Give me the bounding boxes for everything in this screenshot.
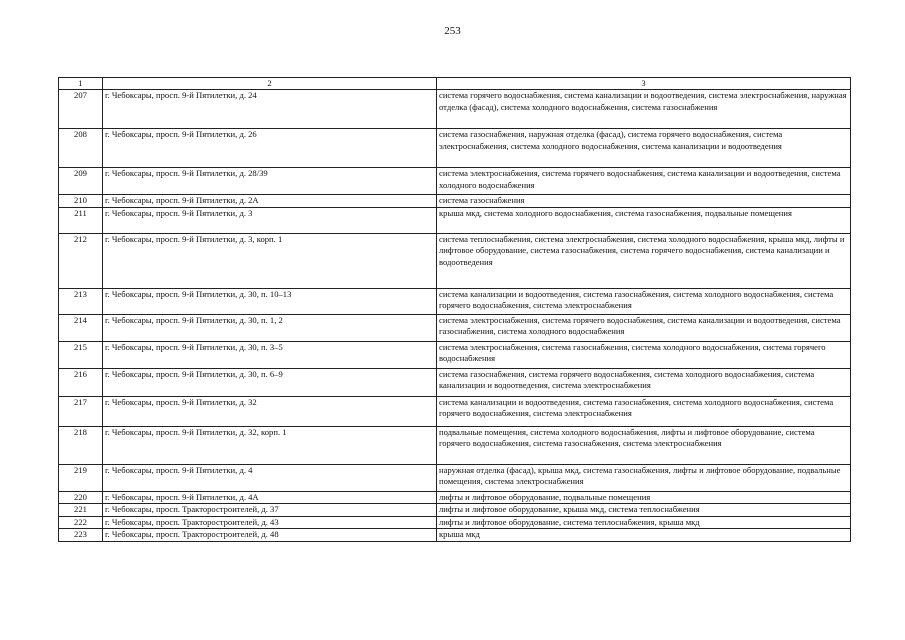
- row-number: 212: [59, 233, 103, 288]
- row-number: 218: [59, 426, 103, 464]
- row-number: 211: [59, 207, 103, 233]
- row-systems: система электроснабжения, система газоснабжения, система холодного водоснабжения, система горячего водоснабжения: [437, 341, 851, 368]
- table-row: [59, 195, 851, 208]
- row-systems: наружная отделка (фасад), крыша мкд, система газоснабжения, лифты и лифтовое оборудование, подвальные помещения, система электроснабжения: [437, 464, 851, 491]
- table-row: [59, 529, 851, 542]
- row-systems: система канализации и водоотведения, система газоснабжения, система холодного водоснабжения, система горячего водоснабжения, система электроснабжения: [437, 396, 851, 426]
- row-systems: система горячего водоснабжения, система канализации и водоотведения, система электроснабжения, наружная отделка (фасад), система холодного водоснабжения, система газоснабжения: [437, 90, 851, 129]
- row-systems: система теплоснабжения, система электроснабжения, система холодного водоснабжения, крыша мкд, лифты и лифтовое оборудование, система газоснабжения, система горячего водоснабжения, система канализации и водоотведения: [437, 233, 851, 288]
- row-systems: крыша мкд: [437, 529, 851, 542]
- row-number: 209: [59, 168, 103, 195]
- row-address: г. Чебоксары, просп. 9-й Пятилетки, д. 3: [103, 207, 437, 233]
- column-header-systems: 3: [437, 78, 851, 90]
- row-number: 216: [59, 368, 103, 396]
- table-row: [59, 504, 851, 517]
- row-address: г. Чебоксары, просп. 9-й Пятилетки, д. 3, корп. 1: [103, 233, 437, 288]
- row-address: г. Чебоксары, просп. 9-й Пятилетки, д. 30, п. 10–13: [103, 288, 437, 314]
- row-number: 207: [59, 90, 103, 129]
- row-number: 220: [59, 491, 103, 504]
- row-systems: крыша мкд, система холодного водоснабжения, система газоснабжения, подвальные помещения: [437, 207, 851, 233]
- row-number: 208: [59, 129, 103, 168]
- row-systems: система электроснабжения, система горячего водоснабжения, система канализации и водоотведения, система холодного водоснабжения: [437, 168, 851, 195]
- row-number: 221: [59, 504, 103, 517]
- table-row: [59, 168, 851, 195]
- row-number: 215: [59, 341, 103, 368]
- row-systems: подвальные помещения, система холодного водоснабжения, лифты и лифтовое оборудование, система горячего водоснабжения, система газоснабжения, система электроснабжения: [437, 426, 851, 464]
- table-row: [59, 288, 851, 314]
- row-address: г. Чебоксары, просп. Тракторостроителей, д. 43: [103, 516, 437, 529]
- row-systems: система газоснабжения: [437, 195, 851, 208]
- row-number: 214: [59, 314, 103, 341]
- table-row: [59, 396, 851, 426]
- table-row: [59, 341, 851, 368]
- row-systems: лифты и лифтовое оборудование, система теплоснабжения, крыша мкд: [437, 516, 851, 529]
- row-address: г. Чебоксары, просп. 9-й Пятилетки, д. 30, п. 6–9: [103, 368, 437, 396]
- table-row: [59, 90, 851, 129]
- row-number: 210: [59, 195, 103, 208]
- table-row: [59, 516, 851, 529]
- table-row: [59, 129, 851, 168]
- row-address: г. Чебоксары, просп. 9-й Пятилетки, д. 26: [103, 129, 437, 168]
- column-header-number: 1: [59, 78, 103, 90]
- row-address: г. Чебоксары, просп. 9-й Пятилетки, д. 4А: [103, 491, 437, 504]
- page-number: 253: [444, 25, 461, 37]
- row-address: г. Чебоксары, просп. 9-й Пятилетки, д. 30, п. 3–5: [103, 341, 437, 368]
- row-systems: система электроснабжения, система горячего водоснабжения, система канализации и водоотведения, система газоснабжения, система холодного водоснабжения: [437, 314, 851, 341]
- row-address: г. Чебоксары, просп. Тракторостроителей, д. 37: [103, 504, 437, 517]
- table-row: [59, 426, 851, 464]
- table-row: [59, 491, 851, 504]
- row-address: г. Чебоксары, просп. 9-й Пятилетки, д. 24: [103, 90, 437, 129]
- row-systems: система газоснабжения, система горячего водоснабжения, система холодного водоснабжения, система канализации и водоотведения, система электроснабжения: [437, 368, 851, 396]
- row-address: г. Чебоксары, просп. 9-й Пятилетки, д. 30, п. 1, 2: [103, 314, 437, 341]
- row-address: г. Чебоксары, просп. 9-й Пятилетки, д. 32, корп. 1: [103, 426, 437, 464]
- table-row: [59, 368, 851, 396]
- row-number: 222: [59, 516, 103, 529]
- row-address: г. Чебоксары, просп. 9-й Пятилетки, д. 28/39: [103, 168, 437, 195]
- row-number: 219: [59, 464, 103, 491]
- objects-table: [58, 77, 851, 542]
- row-number: 217: [59, 396, 103, 426]
- row-systems: система газоснабжения, наружная отделка (фасад), система горячего водоснабжения, система электроснабжения, система холодного водоснабжения, система канализации и водоотведения: [437, 129, 851, 168]
- table-row: [59, 314, 851, 341]
- row-address: г. Чебоксары, просп. 9-й Пятилетки, д. 32: [103, 396, 437, 426]
- row-address: г. Чебоксары, просп. 9-й Пятилетки, д. 4: [103, 464, 437, 491]
- table-row: [59, 464, 851, 491]
- row-systems: система канализации и водоотведения, система газоснабжения, система холодного водоснабжения, система горячего водоснабжения, система электроснабжения: [437, 288, 851, 314]
- row-address: г. Чебоксары, просп. 9-й Пятилетки, д. 2А: [103, 195, 437, 208]
- row-number: 223: [59, 529, 103, 542]
- table-row: [59, 233, 851, 288]
- column-header-address: 2: [103, 78, 437, 90]
- table-header-row: [59, 78, 851, 90]
- row-number: 213: [59, 288, 103, 314]
- row-systems: лифты и лифтовое оборудование, крыша мкд, система теплоснабжения: [437, 504, 851, 517]
- row-systems: лифты и лифтовое оборудование, подвальные помещения: [437, 491, 851, 504]
- table-row: [59, 207, 851, 233]
- row-address: г. Чебоксары, просп. Тракторостроителей, д. 48: [103, 529, 437, 542]
